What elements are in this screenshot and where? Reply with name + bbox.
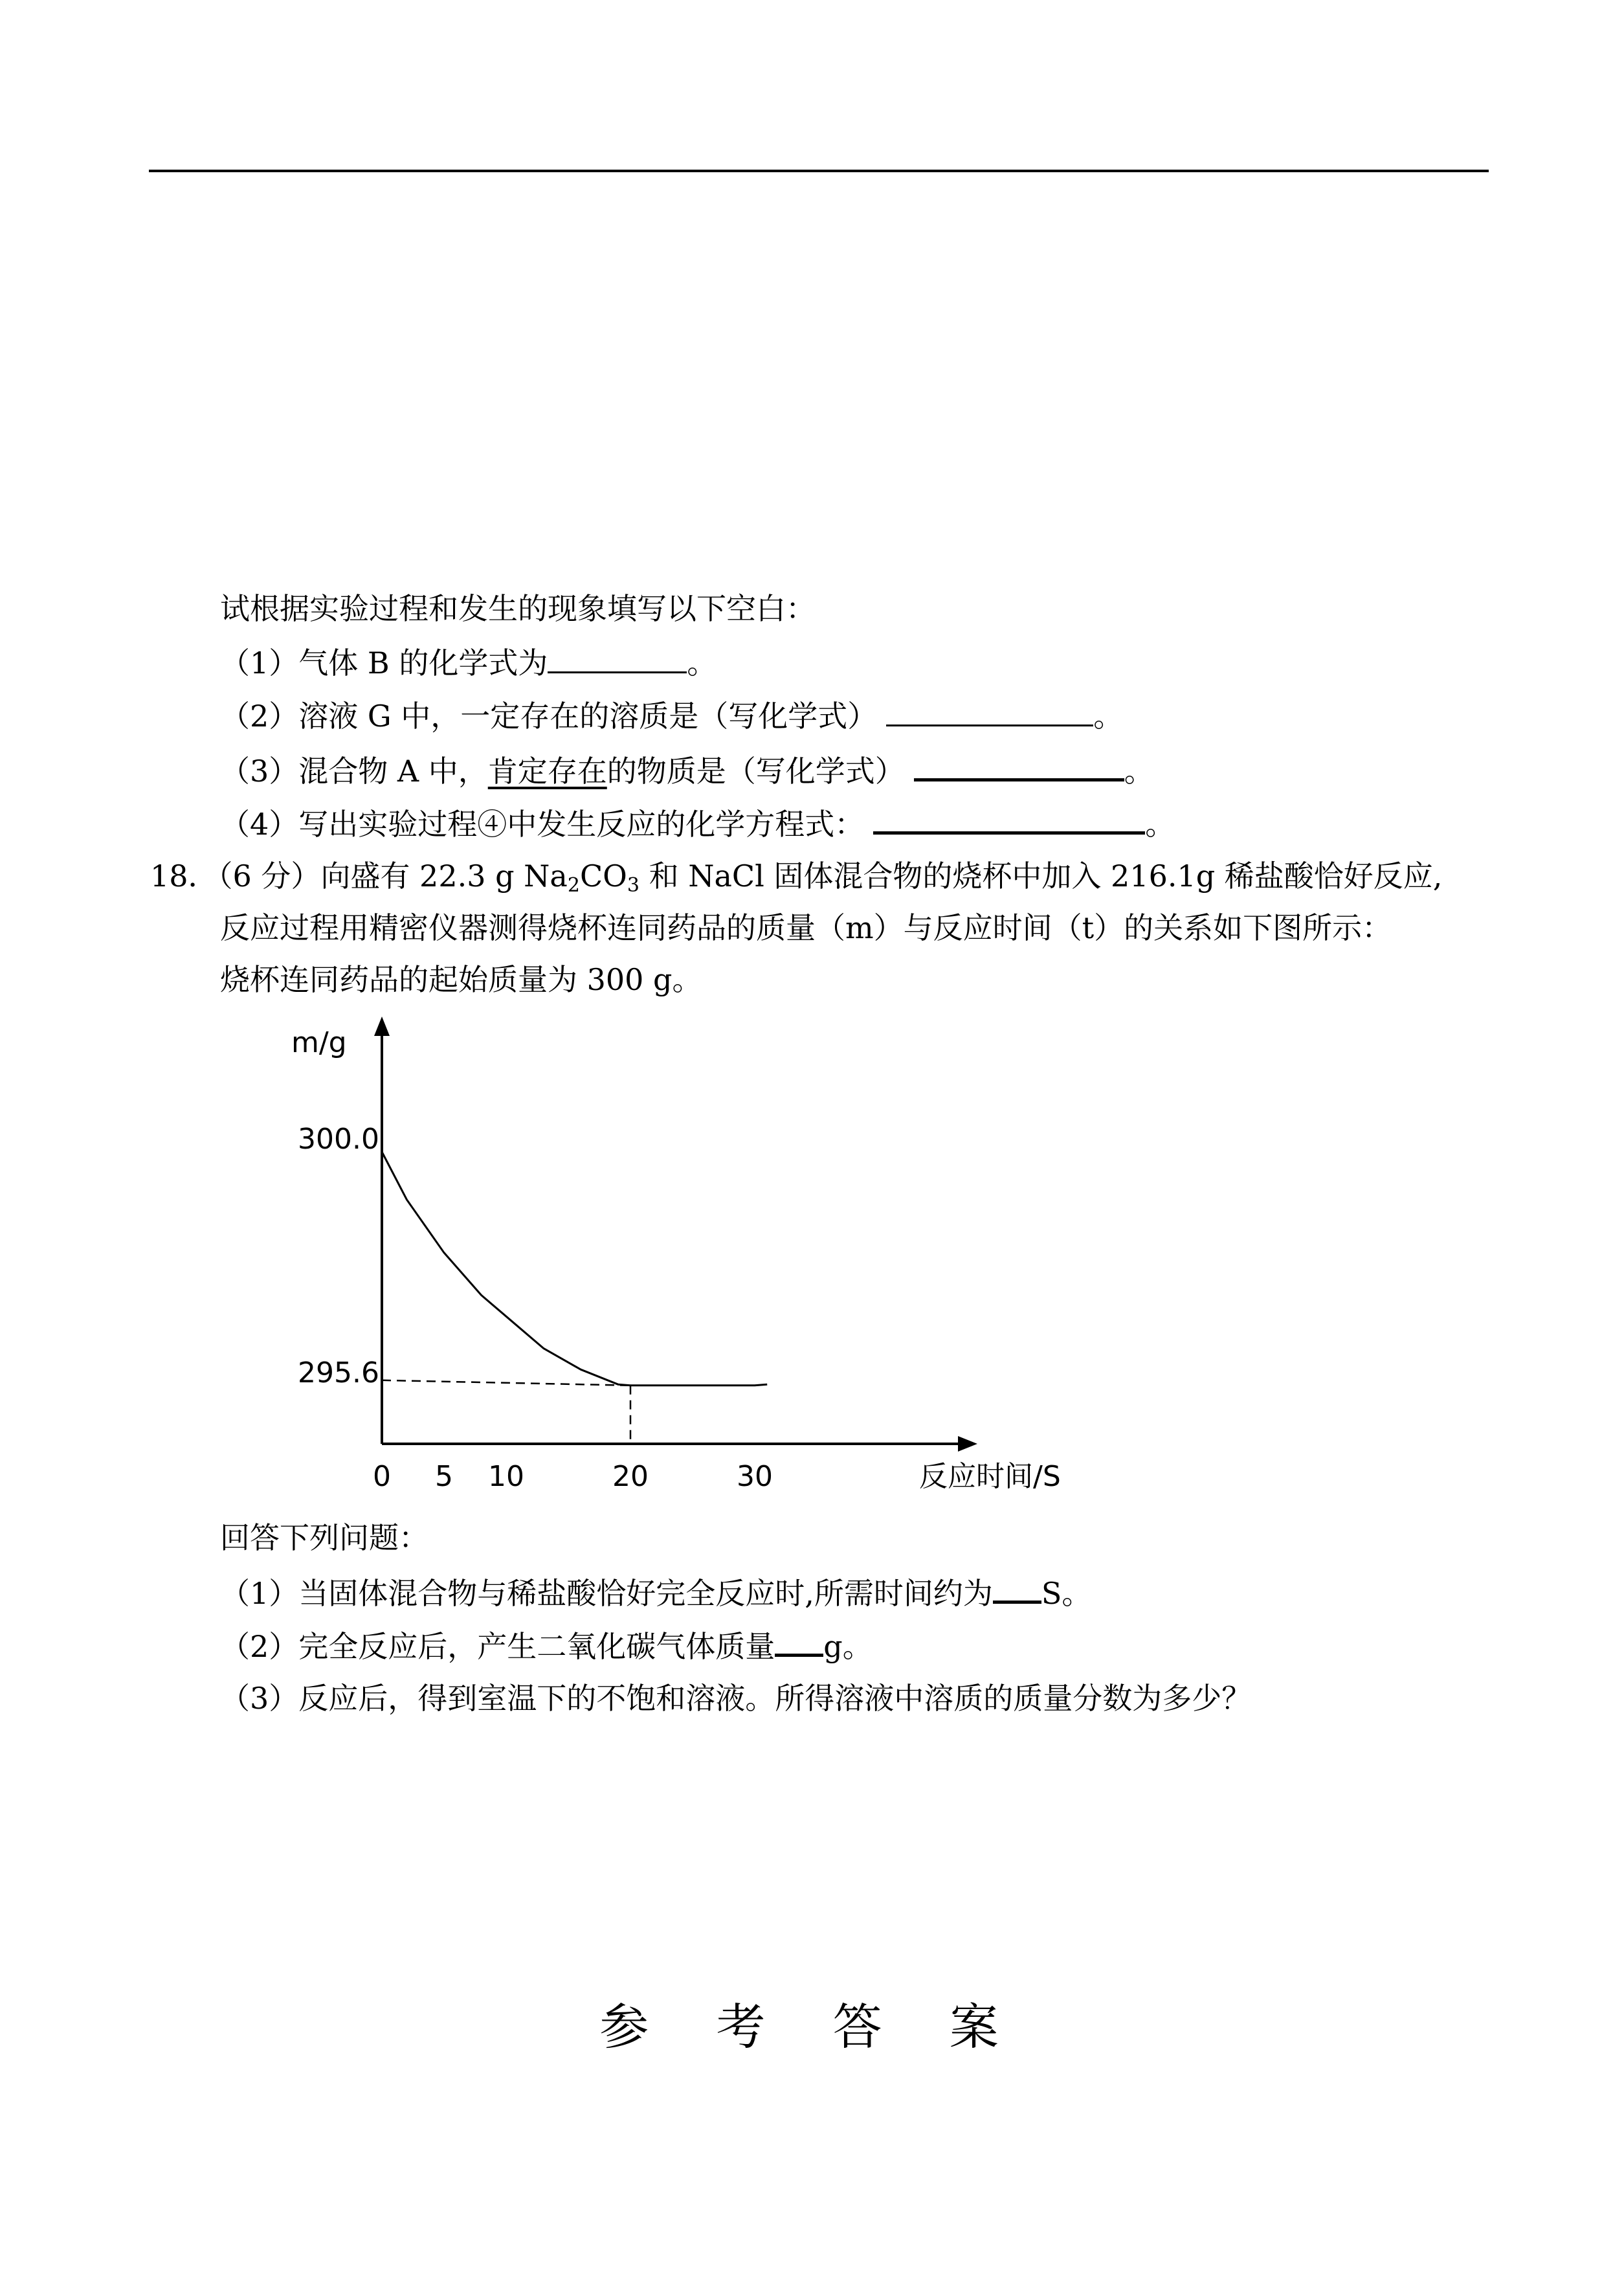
problem-18-line-2: 反应过程用精密仪器测得烧杯连同药品的质量（m）与反应时间（t）的关系如下图所示： xyxy=(220,910,1392,945)
problem-18-line-1: 18．（6 分）向盛有 22.3 g $Na_2CO_3$ 和 NaCl 固体混合物的烧杯中加入 216.1g 稀盐酸恰好反应, xyxy=(150,859,1443,897)
x-axis-arrow xyxy=(958,1436,977,1452)
y-tick-label: 295.6 xyxy=(298,1356,379,1389)
answer-prompt: 回答下列问题： xyxy=(220,1520,428,1555)
question-3: （3）混合物 A 中，肯定存在的物质是（写化学式） 。 xyxy=(220,750,1154,791)
answer-blank-2[interactable] xyxy=(886,696,1093,726)
y-axis-label: m/g xyxy=(291,1026,347,1059)
answer-blank-4[interactable] xyxy=(873,803,1145,835)
mass-curve-1 xyxy=(382,1152,767,1386)
question-1: （1）气体 B 的化学式为 。 xyxy=(220,643,717,682)
question-2: （2）溶液 G 中，一定存在的溶质是（写化学式） 。 xyxy=(220,696,1123,736)
answer-blank-3[interactable] xyxy=(914,750,1124,781)
underlined-phrase: 肯定存在 xyxy=(487,754,607,789)
problem-number: 18． xyxy=(150,859,218,893)
question-4: （4）写出实验过程④中发生反应的化学方程式： 。 xyxy=(220,803,1175,844)
co2-mass-blank[interactable] xyxy=(775,1625,823,1657)
horizontal-guide xyxy=(382,1380,630,1386)
x-tick-label: 30 xyxy=(737,1460,773,1493)
y-axis-arrow xyxy=(374,1017,390,1036)
answer-section-title: 参 考 答 案 xyxy=(599,1998,1025,2056)
answer-blank-1[interactable] xyxy=(548,643,687,673)
y-tick-label: 300.0 xyxy=(298,1123,379,1156)
time-answer-blank[interactable] xyxy=(993,1572,1041,1604)
x-tick-label: 5 xyxy=(435,1460,453,1493)
x-tick-label: 0 xyxy=(373,1460,391,1493)
problem-18-line-3: 烧杯连同药品的起始质量为 300 g。 xyxy=(220,962,702,997)
sub-question-2: （2）完全反应后，产生二氧化碳气体质量 g。 xyxy=(220,1625,873,1666)
x-tick-label: 10 xyxy=(488,1460,524,1493)
intro-text: 试根据实验过程和发生的现象填写以下空白： xyxy=(220,591,816,626)
mass-time-chart xyxy=(259,997,1100,1502)
x-axis-label: 反应时间/S xyxy=(919,1460,1061,1493)
x-tick-label: 20 xyxy=(612,1460,649,1493)
sub-question-1: （1）当固体混合物与稀盐酸恰好完全反应时,所需时间约为 S。 xyxy=(220,1572,1091,1613)
header-rule xyxy=(149,170,1489,172)
sub-question-3: （3）反应后，得到室温下的不饱和溶液。所得溶液中溶质的质量分数为多少？ xyxy=(220,1681,1252,1716)
